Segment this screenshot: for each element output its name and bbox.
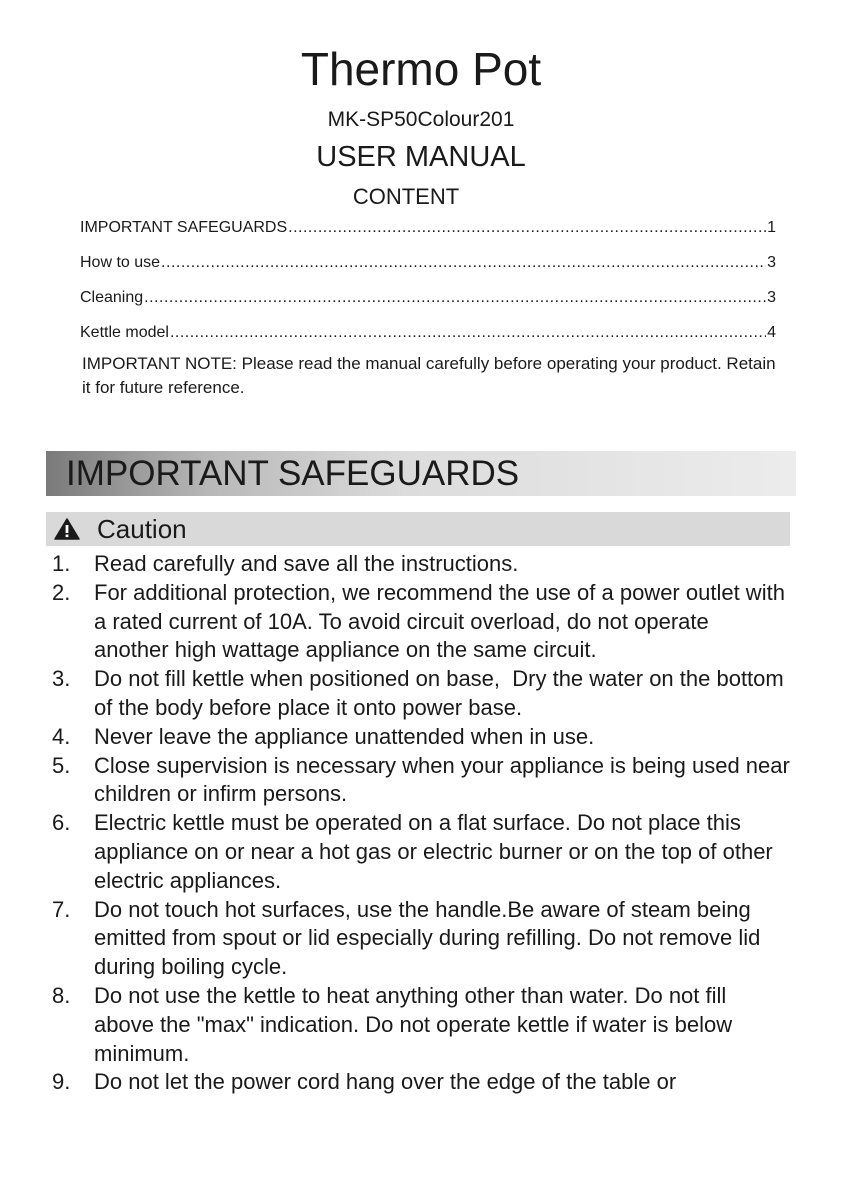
list-item-text: Do not use the kettle to heat anything other than water. Do not fill above the "max" indication. Do not operate kettle if water is below minimum. xyxy=(94,982,739,1066)
list-item-text: Do not fill kettle when positioned on base, Dry the water on the bottom of the body before place it onto power base. xyxy=(94,666,790,720)
toc-leader-dots xyxy=(144,286,766,310)
list-item-text: Never leave the appliance unattended when in use. xyxy=(94,723,595,749)
list-item-number: 9. xyxy=(52,1069,71,1095)
toc-entry-page: 4 xyxy=(767,324,776,341)
toc-leader-dots xyxy=(288,216,766,240)
list-item-text: Read carefully and save all the instructions. xyxy=(94,551,519,576)
caution-label: Caution xyxy=(97,514,187,544)
list-item-text: For additional protection, we recommend the use of a power outlet with a rated current of 10A. To avoid circuit overload, do not operate another high wattage appliance on the same circuit. xyxy=(94,579,792,663)
list-item-text: Do not let the power cord hang over the edge of the table or xyxy=(94,1069,677,1095)
list-item xyxy=(52,665,792,723)
toc-entry[interactable] xyxy=(80,216,776,251)
list-item-number: 6. xyxy=(52,810,71,836)
section-header-bar xyxy=(46,451,796,496)
section-title: IMPORTANT SAFEGUARDS xyxy=(66,454,520,493)
toc-entry-label: Cleaning xyxy=(80,289,144,306)
list-item xyxy=(52,723,792,752)
list-item-number: 5. xyxy=(52,752,71,778)
toc-leader-dots xyxy=(170,321,766,345)
list-item-number: 2. xyxy=(52,579,71,605)
list-item-number: 8. xyxy=(52,982,71,1008)
toc-entry-page: 1 xyxy=(767,219,776,236)
toc-entry[interactable] xyxy=(80,321,776,356)
document-title: Thermo Pot xyxy=(300,43,542,95)
list-item xyxy=(52,982,792,1068)
list-item-number: 3. xyxy=(52,666,71,692)
list-item-number: 4. xyxy=(52,723,71,749)
list-item-text: Do not touch hot surfaces, use the handle.Be aware of steam being emitted from spout or lid especially during refilling. Do not remove lid during boiling cycle. xyxy=(94,896,767,980)
toc-entry-label: How to use xyxy=(80,254,161,271)
list-item-number: 7. xyxy=(52,896,71,922)
list-item-number: 1. xyxy=(52,551,71,576)
list-item xyxy=(52,752,796,810)
list-item xyxy=(52,579,792,665)
important-note: IMPORTANT NOTE: Please read the manual carefully before operating your product. Retain it for future reference. xyxy=(82,354,776,397)
manual-heading: USER MANUAL xyxy=(316,141,526,173)
table-of-contents xyxy=(80,216,776,356)
list-item xyxy=(52,809,792,895)
list-item xyxy=(52,896,792,982)
warning-triangle-icon xyxy=(54,518,80,540)
toc-entry-page: 3 xyxy=(767,254,776,271)
list-item xyxy=(52,550,792,579)
list-item-text: Electric kettle must be operated on a flat surface. Do not place this appliance on or near a hot gas or electric burner or on the top of other electric appliances. xyxy=(94,810,779,893)
toc-entry-page: 3 xyxy=(767,289,776,306)
model-number: MK-SP50Colour201 xyxy=(327,108,515,131)
list-item xyxy=(52,1068,792,1097)
toc-entry[interactable] xyxy=(80,286,776,321)
toc-entry-label: Kettle model xyxy=(80,324,169,341)
caution-bar xyxy=(46,512,790,546)
toc-leader-dots xyxy=(161,251,766,275)
safeguard-list xyxy=(52,550,796,1097)
content-heading: CONTENT xyxy=(352,184,460,209)
toc-entry-label: IMPORTANT SAFEGUARDS xyxy=(80,219,288,236)
list-item-text: Close supervision is necessary when your appliance is being used near children or infirm persons. xyxy=(94,752,796,807)
toc-entry[interactable] xyxy=(80,251,776,286)
